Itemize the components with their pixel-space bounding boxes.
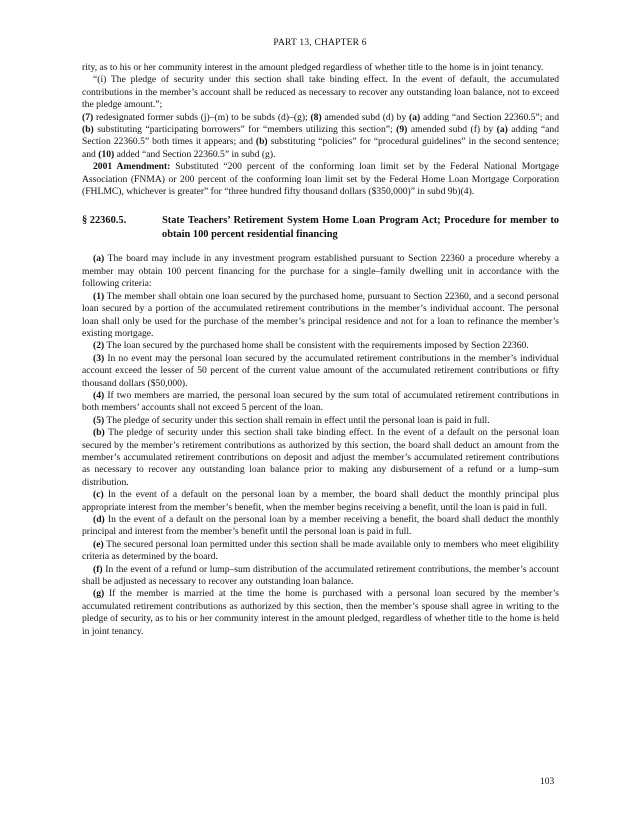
continued-text: rity, as to his or her community interest in the amount pledged regardless of whether title to the home is in joint tenancy. (82, 62, 544, 73)
paragraph-2: (2) The loan secured by the purchased home shall be consistent with the requirements imposed by Section 22360. (93, 340, 529, 352)
running-head: PART 13, CHAPTER 6 (273, 38, 367, 48)
paragraph-1: (1) The member shall obtain one loan secured by the purchased home, pursuant to Section 22360, and a second personal loan secured by a portion of the accumulated retirement contributions in the member’s individual account. The personal loan shall only be used for the purchase of the member’s principal residence and not for a loan to refinance the member’s existing mortgage. (82, 290, 559, 339)
section-heading (82, 214, 559, 241)
subdivision-g: (g) If the member is married at the time the home is purchased with a personal loan secured by the member’s accumulated retirement contributions as authorized by this section, then the member’s spouse shall agree in writing to the pledge of security, as to his or her community interest in the amount pledged, regardless of whether title to the home is held in joint tenancy. (82, 588, 559, 637)
subdivision-d: (d) In the event of a default on the personal loan by a member receiving a benefit, the board shall deduct the monthly principal and interest from the member’s benefit until the personal loan is paid in full. (82, 514, 559, 538)
subdivision-e: (e) The secured personal loan permitted under this section shall be made available only to members who meet eligibility criteria as determined by the board. (82, 538, 559, 563)
section-title: State Teachers’ Retirement System Home Loan Program Act; Procedure for member to obtain 100 percent residential financing (162, 215, 559, 240)
quoted-subdivision-i: “(i) The pledge of security under this section shall take binding effect. In the event of default, the accumulated contributions in the member’s account shall be reduced as necessary to recover any outstanding loan balance, not to exceed the pledge amount.”; (82, 74, 559, 111)
subdivision-f: (f) In the event of a refund or lump–sum distribution of the accumulated retirement contributions, the member’s account shall be adjusted as necessary to recover any outstanding loan balance. (82, 563, 559, 588)
amendment-list: (7) redesignated former subds (j)–(m) to be subds (d)–(g); (8) amended subd (d) by (a) adding “and Section 22360.5”; and (b) substituting “participating borrowers” for “members utilizing this section”; (9) amended subd (f) by (a) adding “and Section 22360.5” both times it appears; and (b) substituting “policies” for “procedural guidelines” in the second sentence; and (10) added “and Section 22360.5” in subd (g). (82, 111, 559, 160)
paragraph-4: (4) If two members are married, the personal loan secured by the sum total of accumulated retirement contributions in both members’ accounts shall not exceed 5 percent of the loan. (82, 389, 559, 414)
page-number: 103 (540, 777, 555, 787)
subdivision-b: (b) The pledge of security under this section shall take binding effect. In the event of a default on the personal loan secured by the member’s retirement contributions as authorized by this section, the board shall deduct an amount from the member’s accumulated retirement contributions on deposit and adjust the member’s accumulated retirement contributions as necessary to recover any outstanding loan balance prior to making any disbursement of a refund or a lump–sum distribution. (82, 427, 559, 488)
page-body (82, 62, 559, 638)
paragraph-3: (3) In no event may the personal loan secured by the accumulated retirement contributions in the member’s individual account exceed the lesser of 50 percent of the current value amount of the accumulated retirement contributions or fifty thousand dollars ($50,000). (82, 352, 559, 389)
subdivision-a: (a) The board may include in any investment program established pursuant to Section 22360 a procedure whereby a member may obtain 100 percent financing for the purchase for a single–family dwelling unit in accordance with the following criteria: (82, 253, 559, 290)
amendment-2001: 2001 Amendment: Substituted “200 percent of the conforming loan limit set by the Federal National Mortgage Association (FNMA) or 200 percent of the conforming loan limit set by the Federal Home Loan Mortgage Corporation (FHLMC), whichever is greater” for “three hundred fifty thousand dollars ($350,000)” in subd 9b)(4). (82, 161, 559, 198)
section-number: § 22360.5. (82, 215, 127, 227)
subdivision-c: (c) In the event of a default on the personal loan by a member, the board shall deduct the monthly principal plus appropriate interest from the member’s benefit, when the member begins receiving a benefit, until the loan is paid in full. (82, 489, 559, 513)
paragraph-5: (5) The pledge of security under this section shall remain in effect until the personal loan is paid in full. (93, 414, 490, 426)
